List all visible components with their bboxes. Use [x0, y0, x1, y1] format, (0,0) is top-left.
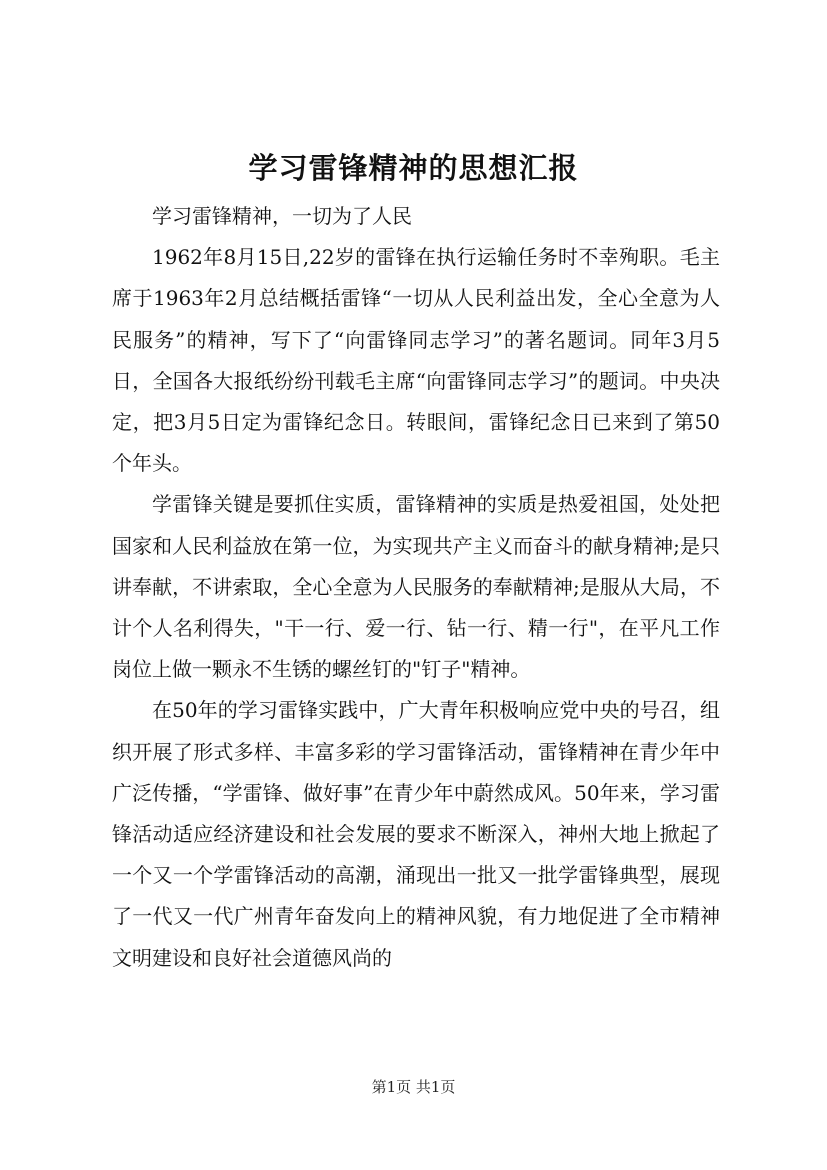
document-body — [112, 196, 720, 979]
paragraph: 在50年的学习雷锋实践中，广大青年积极响应党中央的号召，组织开展了形式多样、丰富多彩的学习雷锋活动，雷锋精神在青少年中广泛传播，“学雷锋、做好事”在青少年中蔚然成风。50年来，学习雷锋活动适应经济建设和社会发展的要求不断深入，神州大地上掀起了一个又一个学雷锋活动的高潮，涌现出一批又一批学雷锋典型，展现了一代又一代广州青年奋发向上的精神风貌，有力地促进了全市精神文明建设和良好社会道德风尚的 — [112, 698, 720, 970]
paragraph: 学雷锋关键是要抓住实质，雷锋精神的实质是热爱祖国，处处把国家和人民利益放在第一位，为实现共产主义而奋斗的献身精神;是只讲奉献，不讲索取，全心全意为人民服务的奉献精神;是服从大局，不计个人名利得失，"干一行、爱一行、钻一行、精一行"，在平凡工作岗位上做一颗永不生锈的螺丝钉的"钉子"精神。 — [112, 492, 720, 682]
document-title: 学习雷锋精神的思想汇报 — [248, 151, 579, 185]
paragraph: 学习雷锋精神，一切为了人民 — [152, 204, 412, 228]
page-footer: 第1页 共1页 — [371, 1078, 456, 1096]
paragraph: 1962年8月15日,22岁的雷锋在执行运输任务时不幸殉职。毛主席于1963年2月总结概括雷锋“一切从人民利益出发，全心全意为人民服务”的精神，写下了“向雷锋同志学习”的著名题词。同年3月5日，全国各大报纸纷纷刊载毛主席“向雷锋同志学习”的题词。中央决定，把3月5日定为雷锋纪念日。转眼间，雷锋纪念日已来到了第50个年头。 — [112, 245, 720, 476]
